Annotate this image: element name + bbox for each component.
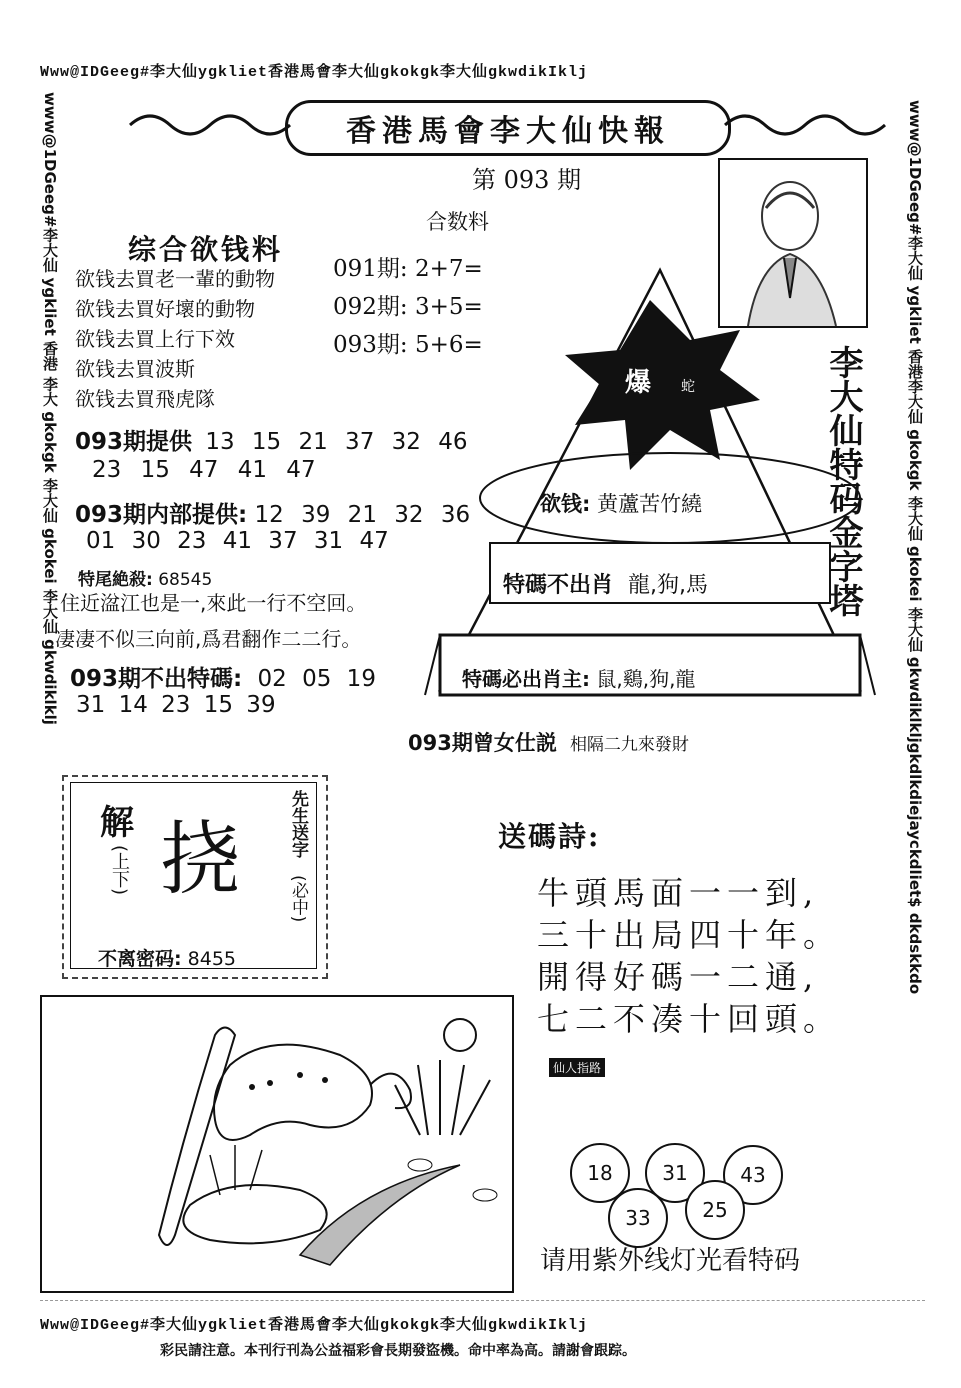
zeng-block <box>408 727 689 757</box>
buchu-line2: 31 14 23 15 39 <box>76 692 276 718</box>
pyramid-level2 <box>503 568 708 599</box>
neibu-block <box>75 496 470 529</box>
issue-number: 第 093 期 <box>472 166 582 194</box>
pyramid-side-title: 李大仙特码金字塔 <box>823 345 863 617</box>
riddle-bottom <box>98 944 236 971</box>
riddle-left-char: 解 <box>100 803 134 843</box>
tigong-block <box>75 423 467 456</box>
tewei-value: 68545 <box>158 570 213 590</box>
tigong-line1: 13 15 21 37 32 46 <box>205 429 468 455</box>
ring-number: 25 <box>685 1180 745 1240</box>
zonghe-line: 欲钱去買波斯 <box>75 357 195 381</box>
footer-notice: 彩民請注意。本刊行刊為公益福彩會長期發盜機。命中率為高。請謝會跟踪。 <box>160 1343 636 1359</box>
rings-caption: 请用紫外线灯光看特码 <box>540 1246 801 1276</box>
zonghe-line: 欲钱去買飛虎隊 <box>75 387 215 411</box>
pyramid-level3-label: 特碼必出肖主: <box>462 667 590 691</box>
zonghe-title: 综合欲钱料 <box>128 233 284 266</box>
pyramid-star-text: 爆 <box>625 368 652 398</box>
songma-line: 三十出局四十年。 <box>537 916 842 954</box>
neibu-line2: 01 30 23 41 37 31 47 <box>86 528 389 554</box>
pyramid-level1-label: 欲钱: <box>540 492 591 516</box>
ring-number: 31 <box>645 1143 705 1203</box>
riddle-bottom-label: 不离密码: <box>98 948 182 970</box>
riddle-main-char: 挠 <box>160 813 240 906</box>
ring-number: 33 <box>608 1188 668 1248</box>
cartoon-image <box>40 995 515 1295</box>
zonghe-line: 欲钱去買上行下效 <box>75 327 235 351</box>
pyramid-level3 <box>462 663 695 692</box>
watermark-top: Www@IDGeeg#李大仙ygkliet香港馬會李大仙gkokgk李大仙gkwdikIklj <box>40 64 589 81</box>
riddle-right-text: 先生送字 <box>288 790 308 858</box>
watermark-right: www@1DGeeg#李大仙 ygkliet 香港李大仙 gkokgk 李大仙 gkokei 李大仙 gkwdiklkljgkdlkdiejayckdliet$ dkdskkdo <box>906 100 924 995</box>
hesu-row: 092期: 3+5= <box>333 294 483 320</box>
neibu-label: 093期内部提供: <box>75 502 248 528</box>
pyramid-star-sub: 蛇 <box>681 379 695 395</box>
zeng-label: 093期曾女仕説 <box>408 731 557 755</box>
pyramid-level1-value: 黄蘆苦竹繞 <box>597 492 703 516</box>
hesu-row: 093期: 5+6= <box>333 332 483 358</box>
pyramid-level3-value: 鼠,鷄,狗,龍 <box>596 667 696 691</box>
buchu-line1: 02 05 19 <box>257 666 376 692</box>
hesu-title: 合数料 <box>426 210 489 234</box>
poem-line: 住近湓江也是一,來此一行不空回。 <box>60 591 367 615</box>
tewei-label: 特尾絶殺: <box>78 570 153 590</box>
pyramid-level1 <box>540 488 702 518</box>
poem-line: 凄凄不似三向前,爲君翻作二二行。 <box>55 627 362 651</box>
ring-number: 18 <box>570 1143 630 1203</box>
songma-tag: 仙人指路 <box>549 1058 605 1077</box>
riddle-bottom-value: 8455 <box>187 948 237 970</box>
zeng-value: 相隔二九來發財 <box>569 735 689 755</box>
watermark-left: www@1DGeeg#李大仙 ygkliet 香港 李大 gkokgk 李大仙 gkokei 李大仙 gkwdiklklj <box>41 92 59 725</box>
watermark-bottom: Www@IDGeeg#李大仙ygkliet香港馬會李大仙gkokgk李大仙gkwdikIklj <box>40 1317 589 1334</box>
ring-number: 43 <box>723 1145 783 1205</box>
riddle-right-sub: (必中) <box>288 875 308 923</box>
neibu-line1: 12 39 21 32 36 <box>254 502 471 528</box>
songma-line: 牛頭馬面一一到, <box>537 874 820 912</box>
bottom-divider <box>40 1300 925 1301</box>
hesu-row: 091期: 2+7= <box>333 256 483 282</box>
songma-line: 開得好碼一二通, <box>537 958 820 996</box>
songma-title: 送碼詩: <box>498 820 601 853</box>
zonghe-line: 欲钱去買好壞的動物 <box>75 297 255 321</box>
riddle-left-sub: (上下) <box>109 845 130 896</box>
pyramid-level2-value: 龍,狗,馬 <box>628 573 709 598</box>
pyramid-level2-label: 特碼不出肖 <box>503 573 614 598</box>
zonghe-line: 欲钱去買老一輩的動物 <box>75 267 275 291</box>
tigong-line2: 23 15 47 41 47 <box>92 457 316 483</box>
buchu-label: 093期不出特碼: <box>70 666 243 692</box>
songma-line: 七二不凑十回頭。 <box>537 1000 842 1038</box>
buchu-block <box>70 660 376 693</box>
page-title: 香港馬會李大仙快報 <box>285 100 731 156</box>
tigong-label: 093期提供 <box>75 429 193 455</box>
tewei-block <box>78 565 212 590</box>
